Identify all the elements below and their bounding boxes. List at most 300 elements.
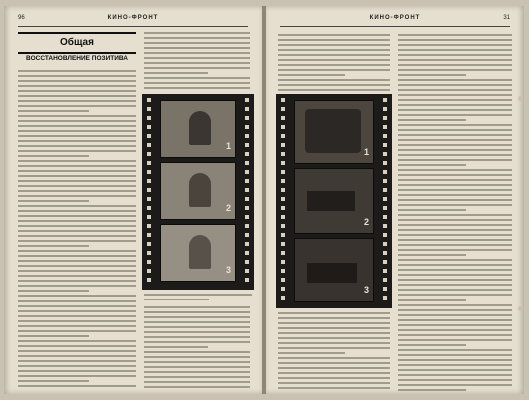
text-line — [398, 234, 512, 236]
text-line — [144, 37, 250, 39]
text-line — [144, 67, 250, 69]
sprocket-hole — [147, 116, 151, 120]
text-line — [398, 194, 512, 196]
text-line — [278, 34, 390, 36]
text-line — [398, 104, 512, 106]
text-line — [18, 320, 136, 322]
right-page-header — [280, 14, 510, 27]
sprocket-hole — [281, 134, 285, 138]
sprocket-hole — [383, 116, 387, 120]
sprocket-hole — [147, 233, 151, 237]
text-line — [398, 149, 512, 151]
text-line — [144, 366, 250, 368]
text-line — [18, 330, 136, 332]
film-frame-2 — [160, 162, 236, 220]
text-line — [144, 321, 250, 323]
text-line — [144, 341, 250, 343]
text-line — [278, 342, 390, 344]
text-line — [398, 389, 466, 391]
text-line — [144, 336, 250, 338]
text-line — [398, 264, 512, 266]
frame-number-right-2: 2 — [363, 217, 369, 227]
text-line — [278, 59, 390, 61]
text-line — [18, 135, 136, 137]
text-line — [398, 324, 512, 326]
text-line — [144, 42, 250, 44]
text-line — [18, 190, 136, 192]
sprocket-hole — [245, 215, 249, 219]
sprocket-hole — [147, 107, 151, 111]
text-line — [398, 199, 512, 201]
text-line — [398, 239, 512, 241]
sprocket-hole — [147, 251, 151, 255]
sprocket-hole — [281, 170, 285, 174]
sprocket-hole — [147, 161, 151, 165]
sprocket-hole — [245, 161, 249, 165]
sprocket-hole — [383, 233, 387, 237]
text-line — [278, 49, 390, 51]
frame-number-right-1: 1 — [363, 147, 369, 157]
film-strip-left — [142, 94, 254, 290]
text-line — [398, 144, 512, 146]
text-line — [18, 345, 136, 347]
right-page-column-one-top — [278, 34, 390, 94]
text-line — [18, 365, 136, 367]
text-line — [18, 285, 136, 287]
text-line — [18, 305, 136, 307]
text-line — [398, 124, 512, 126]
text-line — [18, 360, 136, 362]
sprocket-hole — [245, 152, 249, 156]
left-page-number: 96 — [18, 15, 25, 21]
film-frame-1 — [160, 100, 236, 158]
section-label-box — [18, 32, 136, 54]
sprocket-hole — [147, 197, 151, 201]
sprocket-hole — [281, 179, 285, 183]
text-line — [18, 165, 136, 167]
text-line — [18, 340, 136, 342]
sprocket-hole — [281, 269, 285, 273]
text-line — [18, 180, 136, 182]
text-line — [18, 170, 136, 172]
text-line — [18, 205, 136, 207]
text-line — [398, 254, 466, 256]
text-line — [278, 74, 345, 76]
text-line — [18, 155, 89, 157]
sprocket-hole — [147, 170, 151, 174]
sprocket-hole — [281, 116, 285, 120]
text-line — [278, 69, 390, 71]
text-line — [398, 184, 512, 186]
text-line — [18, 125, 136, 127]
text-line — [278, 332, 390, 334]
text-line — [144, 47, 250, 49]
text-line — [398, 219, 512, 221]
text-line — [398, 364, 512, 366]
right-page-column-one-bottom — [278, 312, 390, 392]
text-line — [398, 134, 512, 136]
sprocket-hole — [383, 179, 387, 183]
text-line — [398, 209, 466, 211]
text-line — [278, 347, 390, 349]
text-line — [398, 289, 512, 291]
sprocket-hole — [281, 152, 285, 156]
left-text-column — [18, 70, 136, 390]
text-line — [18, 210, 136, 212]
sprocket-hole — [245, 242, 249, 246]
sprocket-hole — [245, 125, 249, 129]
sprocket-hole — [245, 260, 249, 264]
text-line — [18, 70, 136, 72]
sprocket-hole — [147, 242, 151, 246]
text-line — [398, 139, 512, 141]
text-line — [18, 130, 136, 132]
text-line — [278, 89, 390, 91]
sprocket-hole — [147, 188, 151, 192]
sprocket-hole — [245, 143, 249, 147]
sprocket-hole — [383, 170, 387, 174]
text-line — [18, 145, 136, 147]
sprocket-hole — [245, 224, 249, 228]
text-line — [18, 200, 89, 202]
text-line — [18, 270, 136, 272]
text-line — [18, 380, 89, 382]
sprocket-hole — [147, 278, 151, 282]
text-line — [278, 337, 390, 339]
text-line — [18, 275, 136, 277]
text-line — [144, 346, 208, 348]
sprocket-hole — [383, 215, 387, 219]
text-line — [278, 377, 390, 379]
text-line — [144, 72, 208, 74]
text-line — [18, 295, 136, 297]
sprocket-hole — [245, 251, 249, 255]
text-line — [398, 159, 512, 161]
text-line — [18, 80, 136, 82]
text-line — [144, 331, 250, 333]
text-line — [18, 75, 136, 77]
sprocket-hole — [281, 107, 285, 111]
right-page — [266, 6, 524, 394]
text-line — [398, 169, 512, 171]
text-line — [278, 44, 390, 46]
text-line — [278, 84, 390, 86]
text-line — [278, 372, 390, 374]
text-line — [398, 94, 512, 96]
text-line — [144, 57, 250, 59]
left-page-column-two-top — [144, 32, 250, 92]
section-title: Общая — [60, 37, 94, 48]
text-line — [144, 52, 250, 54]
sprocket-hole — [245, 179, 249, 183]
text-line — [398, 299, 466, 301]
right-page-number: 31 — [503, 15, 510, 21]
text-line — [144, 87, 250, 89]
sprocket-hole — [281, 161, 285, 165]
sprocket-hole — [281, 143, 285, 147]
text-line — [398, 204, 512, 206]
text-line — [398, 44, 512, 46]
text-line — [144, 62, 250, 64]
text-line — [18, 105, 136, 107]
sprocket-hole — [147, 143, 151, 147]
text-line — [144, 371, 250, 373]
text-line — [398, 114, 512, 116]
sprocket-hole — [383, 278, 387, 282]
text-line — [398, 329, 512, 331]
text-line — [398, 269, 512, 271]
text-line — [18, 160, 136, 162]
text-line — [18, 375, 136, 377]
text-line — [398, 359, 512, 361]
text-line — [398, 214, 512, 216]
text-line — [144, 381, 250, 383]
left-page — [4, 6, 262, 394]
sprocket-hole — [383, 269, 387, 273]
text-line — [398, 304, 512, 306]
text-line — [278, 322, 390, 324]
sprocket-hole — [281, 188, 285, 192]
film-frame-3 — [160, 224, 236, 282]
text-line — [18, 215, 136, 217]
sprocket-hole — [383, 98, 387, 102]
text-line — [398, 49, 512, 51]
text-line — [144, 77, 250, 79]
sprocket-hole — [245, 188, 249, 192]
text-line — [398, 109, 512, 111]
text-line — [278, 312, 390, 314]
text-line — [144, 32, 250, 34]
text-line — [398, 119, 466, 121]
text-line — [398, 274, 512, 276]
film-frame-right-1 — [294, 100, 374, 164]
text-line — [278, 327, 390, 329]
text-line — [18, 175, 136, 177]
sprocket-hole — [281, 206, 285, 210]
sprocket-hole — [383, 197, 387, 201]
sprocket-hole — [147, 260, 151, 264]
text-line — [398, 99, 512, 101]
text-line — [398, 174, 512, 176]
text-line — [398, 84, 512, 86]
text-line — [18, 195, 136, 197]
text-line — [398, 224, 512, 226]
text-line — [398, 334, 512, 336]
text-line — [18, 300, 136, 302]
text-line — [18, 315, 136, 317]
sprocket-hole — [383, 143, 387, 147]
text-line — [18, 335, 89, 337]
film-frame-right-3 — [294, 238, 374, 302]
text-line — [398, 384, 512, 386]
sprocket-hole — [245, 278, 249, 282]
text-line — [398, 319, 512, 321]
text-line — [278, 362, 390, 364]
film-frame-right-2 — [294, 168, 374, 234]
text-line — [398, 344, 466, 346]
sprocket-hole — [383, 242, 387, 246]
sprocket-hole — [147, 152, 151, 156]
sprocket-hole — [147, 224, 151, 228]
binding-hole-top — [518, 96, 523, 101]
text-line — [278, 357, 390, 359]
text-line — [18, 350, 136, 352]
text-line — [398, 164, 466, 166]
text-line — [18, 220, 136, 222]
sprocket-hole — [281, 287, 285, 291]
sprocket-hole — [147, 215, 151, 219]
text-line — [398, 179, 512, 181]
sprocket-hole — [383, 134, 387, 138]
sprocket-hole — [147, 98, 151, 102]
film-strip-right — [276, 94, 392, 308]
sprocket-hole — [383, 296, 387, 300]
text-line — [398, 249, 512, 251]
text-line — [144, 311, 250, 313]
text-line — [398, 39, 512, 41]
text-line — [398, 34, 512, 36]
sprocket-hole — [147, 269, 151, 273]
text-line — [18, 115, 136, 117]
sprocket-hole — [147, 134, 151, 138]
text-line — [398, 294, 512, 296]
text-line — [398, 64, 512, 66]
sprocket-hole — [281, 98, 285, 102]
text-line — [144, 326, 250, 328]
frame-number-2: 2 — [225, 203, 231, 213]
sprocket-hole — [245, 197, 249, 201]
sprocket-hole — [281, 296, 285, 300]
text-line — [398, 69, 512, 71]
text-line — [18, 90, 136, 92]
frame-number-right-3: 3 — [363, 285, 369, 295]
sprocket-hole — [281, 278, 285, 282]
sprocket-hole — [383, 161, 387, 165]
text-line — [18, 290, 89, 292]
text-line — [398, 309, 512, 311]
text-line — [144, 356, 250, 358]
text-line — [18, 255, 136, 257]
text-line — [18, 85, 136, 87]
left-running-title: КИНО-ФРОНТ — [107, 15, 159, 21]
text-line — [398, 154, 512, 156]
sprocket-hole — [281, 251, 285, 255]
text-line — [278, 39, 390, 41]
text-line — [18, 280, 136, 282]
text-line — [278, 64, 390, 66]
text-line — [398, 279, 512, 281]
text-line — [398, 369, 512, 371]
sprocket-hole — [383, 224, 387, 228]
sprocket-hole — [245, 233, 249, 237]
text-line — [144, 351, 250, 353]
text-line — [18, 100, 136, 102]
sprocket-hole — [245, 134, 249, 138]
text-line — [18, 225, 136, 227]
text-line — [18, 250, 136, 252]
text-line — [278, 382, 390, 384]
text-line — [18, 235, 136, 237]
sprocket-hole — [281, 242, 285, 246]
article-title: ВОССТАНОВЛЕНИЕ ПОЗИТИВА — [26, 55, 128, 62]
sprocket-hole — [245, 98, 249, 102]
sprocket-hole — [383, 206, 387, 210]
text-line — [398, 339, 512, 341]
text-line — [278, 387, 390, 389]
text-line — [18, 385, 136, 387]
sprocket-hole — [147, 125, 151, 129]
text-line — [18, 140, 136, 142]
text-line — [278, 54, 390, 56]
sprocket-hole — [383, 188, 387, 192]
text-line — [398, 284, 512, 286]
sprocket-hole — [383, 287, 387, 291]
sprocket-hole — [147, 179, 151, 183]
text-line — [278, 317, 390, 319]
text-line — [18, 245, 89, 247]
text-line — [144, 306, 250, 308]
sprocket-hole — [383, 152, 387, 156]
figure-caption-left — [144, 294, 252, 303]
text-line — [144, 82, 250, 84]
text-line — [398, 189, 512, 191]
left-page-column-two-bottom — [144, 306, 250, 391]
text-line — [398, 244, 512, 246]
text-line — [144, 361, 250, 363]
sprocket-hole — [245, 206, 249, 210]
text-line — [144, 316, 250, 318]
sprocket-hole — [281, 215, 285, 219]
text-line — [398, 79, 512, 81]
text-line — [18, 370, 136, 372]
text-line — [18, 260, 136, 262]
sprocket-hole — [281, 125, 285, 129]
text-line — [18, 355, 136, 357]
text-line — [398, 379, 512, 381]
text-line — [18, 325, 136, 327]
text-line — [398, 374, 512, 376]
text-line — [398, 74, 466, 76]
text-line — [398, 129, 512, 131]
text-line — [144, 376, 250, 378]
text-line — [398, 349, 512, 351]
text-line — [398, 354, 512, 356]
text-line — [398, 314, 512, 316]
frame-number-3: 3 — [225, 265, 231, 275]
text-line — [18, 185, 136, 187]
sprocket-hole — [245, 170, 249, 174]
frame-number-1: 1 — [225, 141, 231, 151]
text-line — [398, 59, 512, 61]
text-line — [18, 150, 136, 152]
text-line — [18, 230, 136, 232]
text-line — [398, 54, 512, 56]
right-running-title: КИНО-ФРОНТ — [369, 15, 421, 21]
sprocket-hole — [147, 206, 151, 210]
binding-hole-bottom — [518, 306, 523, 311]
right-page-column-two — [398, 34, 512, 394]
text-line — [278, 352, 345, 354]
text-line — [18, 240, 136, 242]
text-line — [144, 386, 250, 388]
sprocket-hole — [383, 260, 387, 264]
text-line — [18, 310, 136, 312]
sprocket-hole — [245, 107, 249, 111]
text-line — [18, 110, 89, 112]
sprocket-hole — [281, 197, 285, 201]
sprocket-hole — [281, 224, 285, 228]
sprocket-hole — [383, 251, 387, 255]
